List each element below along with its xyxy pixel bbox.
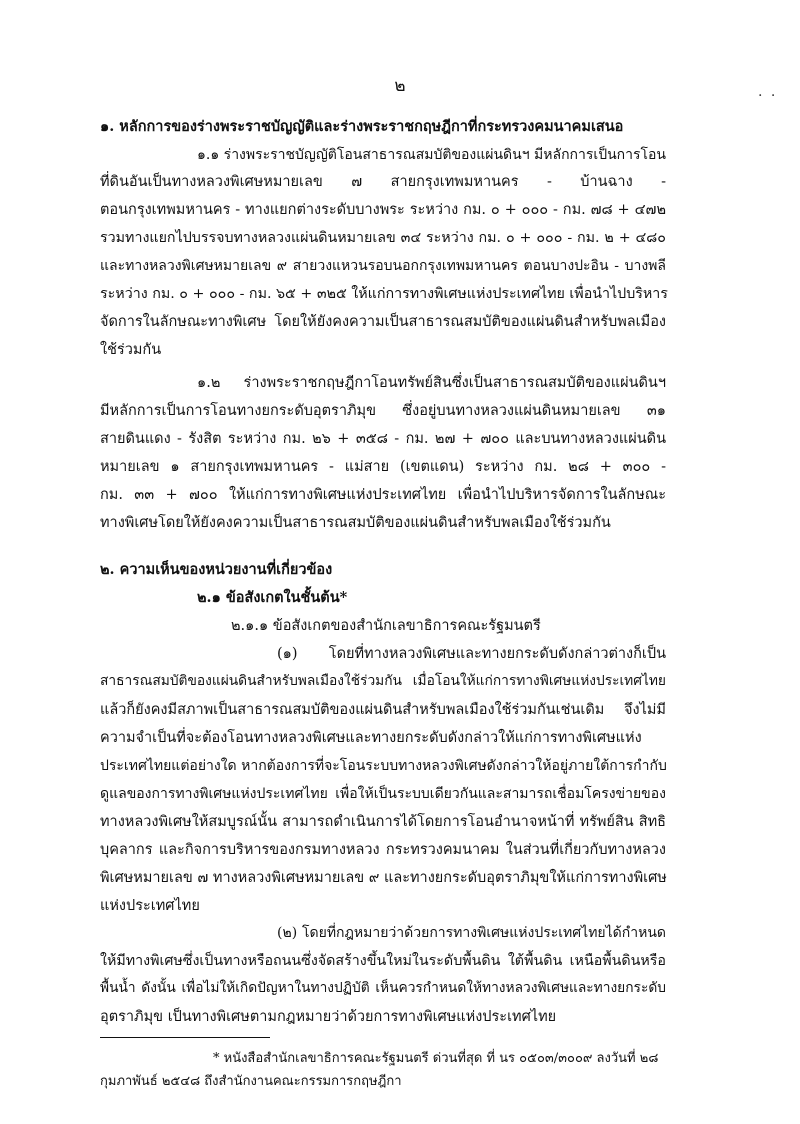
- text-line: พิเศษหมายเลข ๗ ทางหลวงพิเศษหมายเลข ๙ และทางยกระดับอุตราภิมุขให้แก่การทางพิเศษ: [100, 870, 667, 886]
- text-line: รวมทางแยกไปบรรจบทางหลวงแผ่นดินหมายเลข ๓๔ ระหว่าง กม. ๐ + ๐๐๐ - กม. ๒ + ๔๘๐: [100, 230, 666, 246]
- text-line: หมายเลข ๑ สายกรุงเทพมหานคร - แม่สาย (เขตแดน) ระหว่าง กม. ๒๘ + ๓๐๐ -: [100, 459, 666, 475]
- text-line: พื้นน้ำ ดังนั้น เพื่อไม่ให้เกิดปัญหาในทางปฏิบัติ เห็นควรกำหนดให้ทางหลวงพิเศษและทางยกระดับ: [100, 980, 666, 996]
- footnote-line: กุมภาพันธ์ ๒๕๔๘ ถึงสำนักงานคณะกรรมการกฤษฎีกา: [100, 1074, 402, 1089]
- text-line: ประเทศไทยแต่อย่างใด หากต้องการที่จะโอนระบบทางหลวงพิเศษดังกล่าวให้อยู่ภายใต้การกำกับ: [100, 758, 667, 774]
- footnote-divider: [100, 1037, 270, 1038]
- text-line: ดูแลของการทางพิเศษแห่งประเทศไทย เพื่อให้เป็นระบบเดียวกันและสามารถเชื่อมโครงข่ายของ: [100, 786, 666, 802]
- text-line: ความจำเป็นที่จะต้องโอนทางหลวงพิเศษและทางยกระดับดังกล่าวให้แก่การทางพิเศษแห่ง: [100, 730, 642, 746]
- text-line: จัดการในลักษณะทางพิเศษ โดยให้ยังคงความเป็นสาธารณสมบัติของแผ่นดินสำหรับพลเมือง: [100, 314, 666, 330]
- scan-marks: . .: [758, 84, 778, 100]
- text-line: สายดินแดง - รังสิต ระหว่าง กม. ๒๖ + ๓๕๘ - กม. ๒๗ + ๗๐๐ และบนทางหลวงแผ่นดิน: [100, 431, 666, 447]
- text-line: ทางหลวงพิเศษให้สมบูรณ์นั้น สามารถดำเนินการได้โดยการโอนอำนาจหน้าที่ ทรัพย์สิน สิทธิ: [100, 814, 666, 830]
- text-line: มีหลักการเป็นการโอนทางยกระดับอุตราภิมุข ซึ่งอยู่บนทางหลวงแผ่นดินหมายเลข ๓๑: [100, 403, 666, 419]
- item-2-first-line: (๒) โดยที่กฎหมายว่าด้วยการทางพิเศษแห่งประเทศไทยได้กำหนด: [277, 925, 666, 941]
- text-line: ที่ดินอันเป็นทางหลวงพิเศษหมายเลข ๗ สายกรุงเทพมหานคร - บ้านฉาง -: [100, 174, 666, 190]
- text-line: อุตราภิมุข เป็นทางพิเศษตามกฎหมายว่าด้วยการทางพิเศษแห่งประเทศไทย: [100, 1009, 557, 1025]
- heading-2-1: ๒.๑ ข้อสังเกตในชั้นต้น*: [197, 589, 348, 606]
- text-line: กม. ๓๓ + ๗๐๐ ให้แก่การทางพิเศษแห่งประเทศไทย เพื่อนำไปบริหารจัดการในลักษณะ: [100, 487, 666, 503]
- text-line: ระหว่าง กม. ๐ + ๐๐๐ - กม. ๖๕ + ๓๒๕ ให้แก่การทางพิเศษแห่งประเทศไทย เพื่อนำไปบริหาร: [100, 286, 668, 302]
- text-line: ทางพิเศษโดยให้ยังคงความเป็นสาธารณสมบัติของแผ่นดินสำหรับพลเมืองใช้ร่วมกัน: [100, 515, 611, 531]
- text-line: แล้วก็ยังคงมีสภาพเป็นสาธารณสมบัติของแผ่นดินสำหรับพลเมืองใช้ร่วมกันเช่นเดิม จึงไม่มี: [100, 702, 666, 718]
- text-line: และทางหลวงพิเศษหมายเลข ๙ สายวงแหวนรอบนอกกรุงเทพมหานคร ตอนบางปะอิน - บางพลี: [100, 258, 666, 274]
- text-line: สาธารณสมบัติของแผ่นดินสำหรับพลเมืองใช้ร่วมกัน เมื่อโอนให้แก่การทางพิเศษแห่งประเทศไทย: [100, 673, 666, 689]
- item-1-first-line: (๑) โดยที่ทางหลวงพิเศษและทางยกระดับดังกล่าวต่างก็เป็น: [277, 646, 666, 662]
- heading-2: ๒. ความเห็นของหน่วยงานที่เกี่ยวข้อง: [100, 561, 333, 578]
- heading-1: ๑. หลักการของร่างพระราชบัญญัติและร่างพระราชกฤษฎีกาที่กระทรวงคมนาคมเสนอ: [100, 118, 624, 135]
- text-line: แห่งประเทศไทย: [100, 898, 200, 914]
- heading-2-1-1: ๒.๑.๑ ข้อสังเกตของสำนักเลขาธิการคณะรัฐมนตรี: [231, 618, 541, 634]
- text-line: ใช้ร่วมกัน: [100, 342, 162, 358]
- text-line: บุคลากร และกิจการบริหารของกรมทางหลวง กระทรวงคมนาคม ในส่วนที่เกี่ยวกับทางหลวง: [100, 842, 666, 858]
- footnote-line: * หนังสือสำนักเลขาธิการคณะรัฐมนตรี ด่วนที่สุด ที่ นร ๐๕๐๓/๓๐๐๙ ลงวันที่ ๒๘: [213, 1051, 659, 1066]
- para-1-2-first-line: ๑.๒ ร่างพระราชกฤษฎีกาโอนทรัพย์สินซึ่งเป็นสาธารณสมบัติของแผ่นดินฯ: [197, 375, 666, 391]
- page-number: ๒: [394, 76, 406, 96]
- text-line: ตอนกรุงเทพมหานคร - ทางแยกต่างระดับบางพระ ระหว่าง กม. ๐ + ๐๐๐ - กม. ๗๘ + ๔๗๒: [100, 202, 666, 218]
- text-line: ให้มีทางพิเศษซึ่งเป็นทางหรือถนนซึ่งจัดสร้างขึ้นใหม่ในระดับพื้นดิน ใต้พื้นดิน เหนือพื้นดินหรือ: [100, 953, 666, 969]
- para-1-1-first-line: ๑.๑ ร่างพระราชบัญญัติโอนสาธารณสมบัติของแผ่นดินฯ มีหลักการเป็นการโอน: [197, 147, 666, 163]
